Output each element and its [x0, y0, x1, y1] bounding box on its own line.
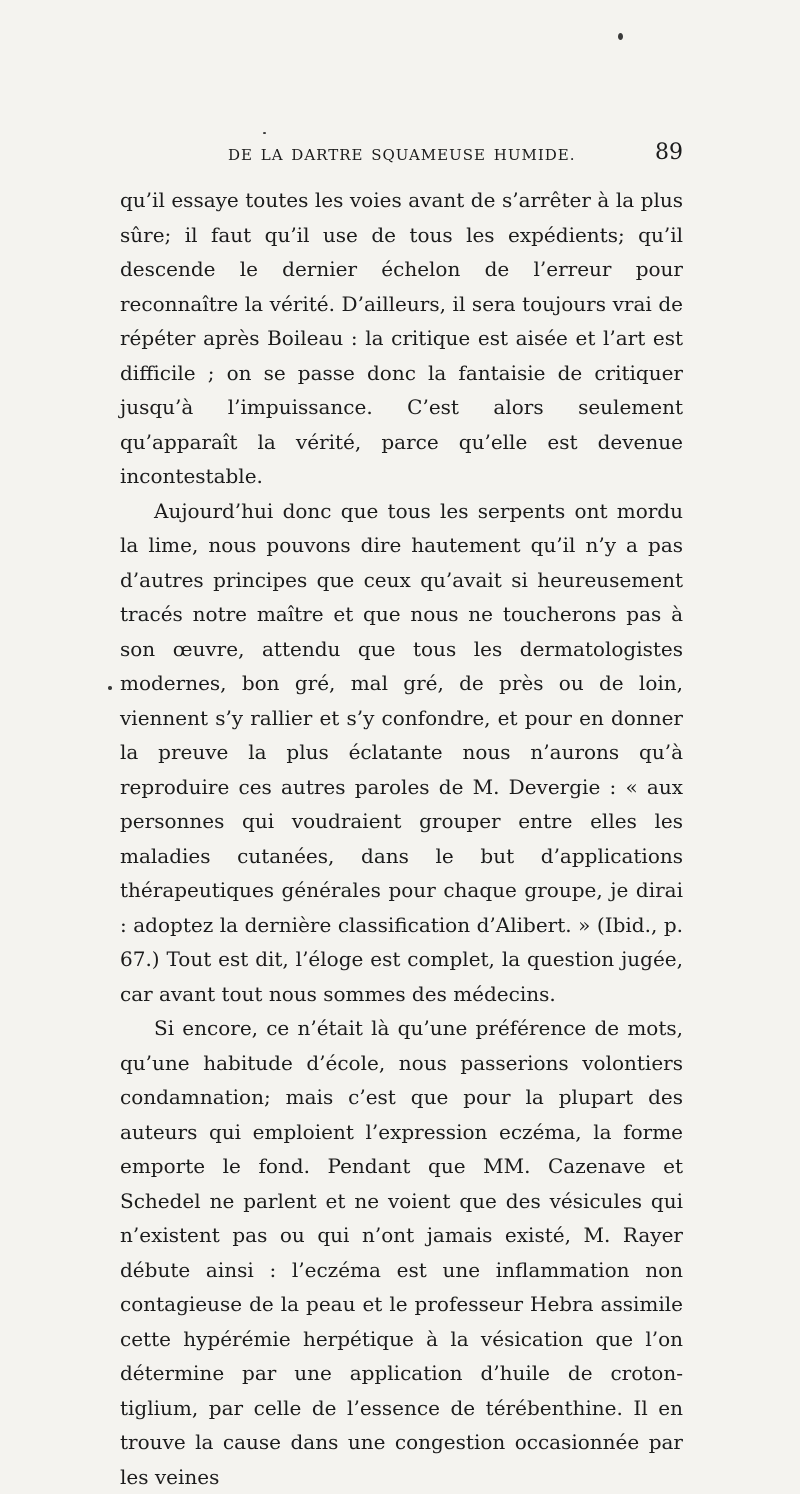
paragraph: Si encore, ce n’était là qu’une préférence de mots, qu’une habitude d’école, nous passerions volontiers condamnation; mais c’est que pour la plupart des auteurs qui emploient l’expression eczéma, la forme emporte le fond. Pendant que MM. Cazenave et Schedel ne parlent et ne voient que des vésicules qui n’existent pas ou qui n’ont jamais existé, M. Rayer débute ainsi : l’eczéma est une inflammation non contagieuse de la peau et le professeur Hebra assimile cette hypérémie herpétique à la vésication que l’on détermine par une application d’huile de croton-tiglium, par celle de l’essence de térébenthine. Il en trouve la cause dans une congestion occasionnée par les veines: [120, 1016, 683, 1489]
running-head: [228, 140, 683, 170]
ink-speck: [108, 686, 112, 690]
ink-speck: [263, 132, 266, 134]
page-number: 89: [655, 140, 683, 165]
paragraph-continued: qu’il essaye toutes les voies avant de s’arrêter à la plus sûre; il faut qu’il use de tous les expédients; qu’il descende le dernier échelon de l’erreur pour reconnaître la vérité. D’ailleurs, il sera toujours vrai de répéter après Boileau : la critique est aisée et l’art est difficile ; on se passe donc la fantaisie de critiquer jusqu’à l’impuissance. C’est alors seulement qu’apparaît la vérité, parce qu’elle est devenue incontestable.: [120, 188, 683, 488]
ink-speck: [618, 33, 623, 40]
running-title: DE LA DARTRE SQUAMEUSE HUMIDE.: [228, 146, 576, 164]
paragraph: Aujourd’hui donc que tous les serpents ont mordu la lime, nous pouvons dire hautement qu’il n’y a pas d’autres principes que ceux qu’avait si heureusement tracés notre maître et que nous ne toucherons pas à son œuvre, attendu que tous les dermatologistes modernes, bon gré, mal gré, de près ou de loin, viennent s’y rallier et s’y confondre, et pour en donner la preuve la plus éclatante nous n’aurons qu’à reproduire ces autres paroles de M. Devergie : « aux personnes qui voudraient grouper entre elles les maladies cutanées, dans le but d’applications thérapeutiques générales pour chaque groupe, je dirai : adoptez la dernière classification d’Alibert. » (Ibid., p. 67.) Tout est dit, l’éloge est complet, la question jugée, car avant tout nous sommes des médecins.: [120, 498, 683, 1006]
body-text: [120, 183, 683, 1494]
